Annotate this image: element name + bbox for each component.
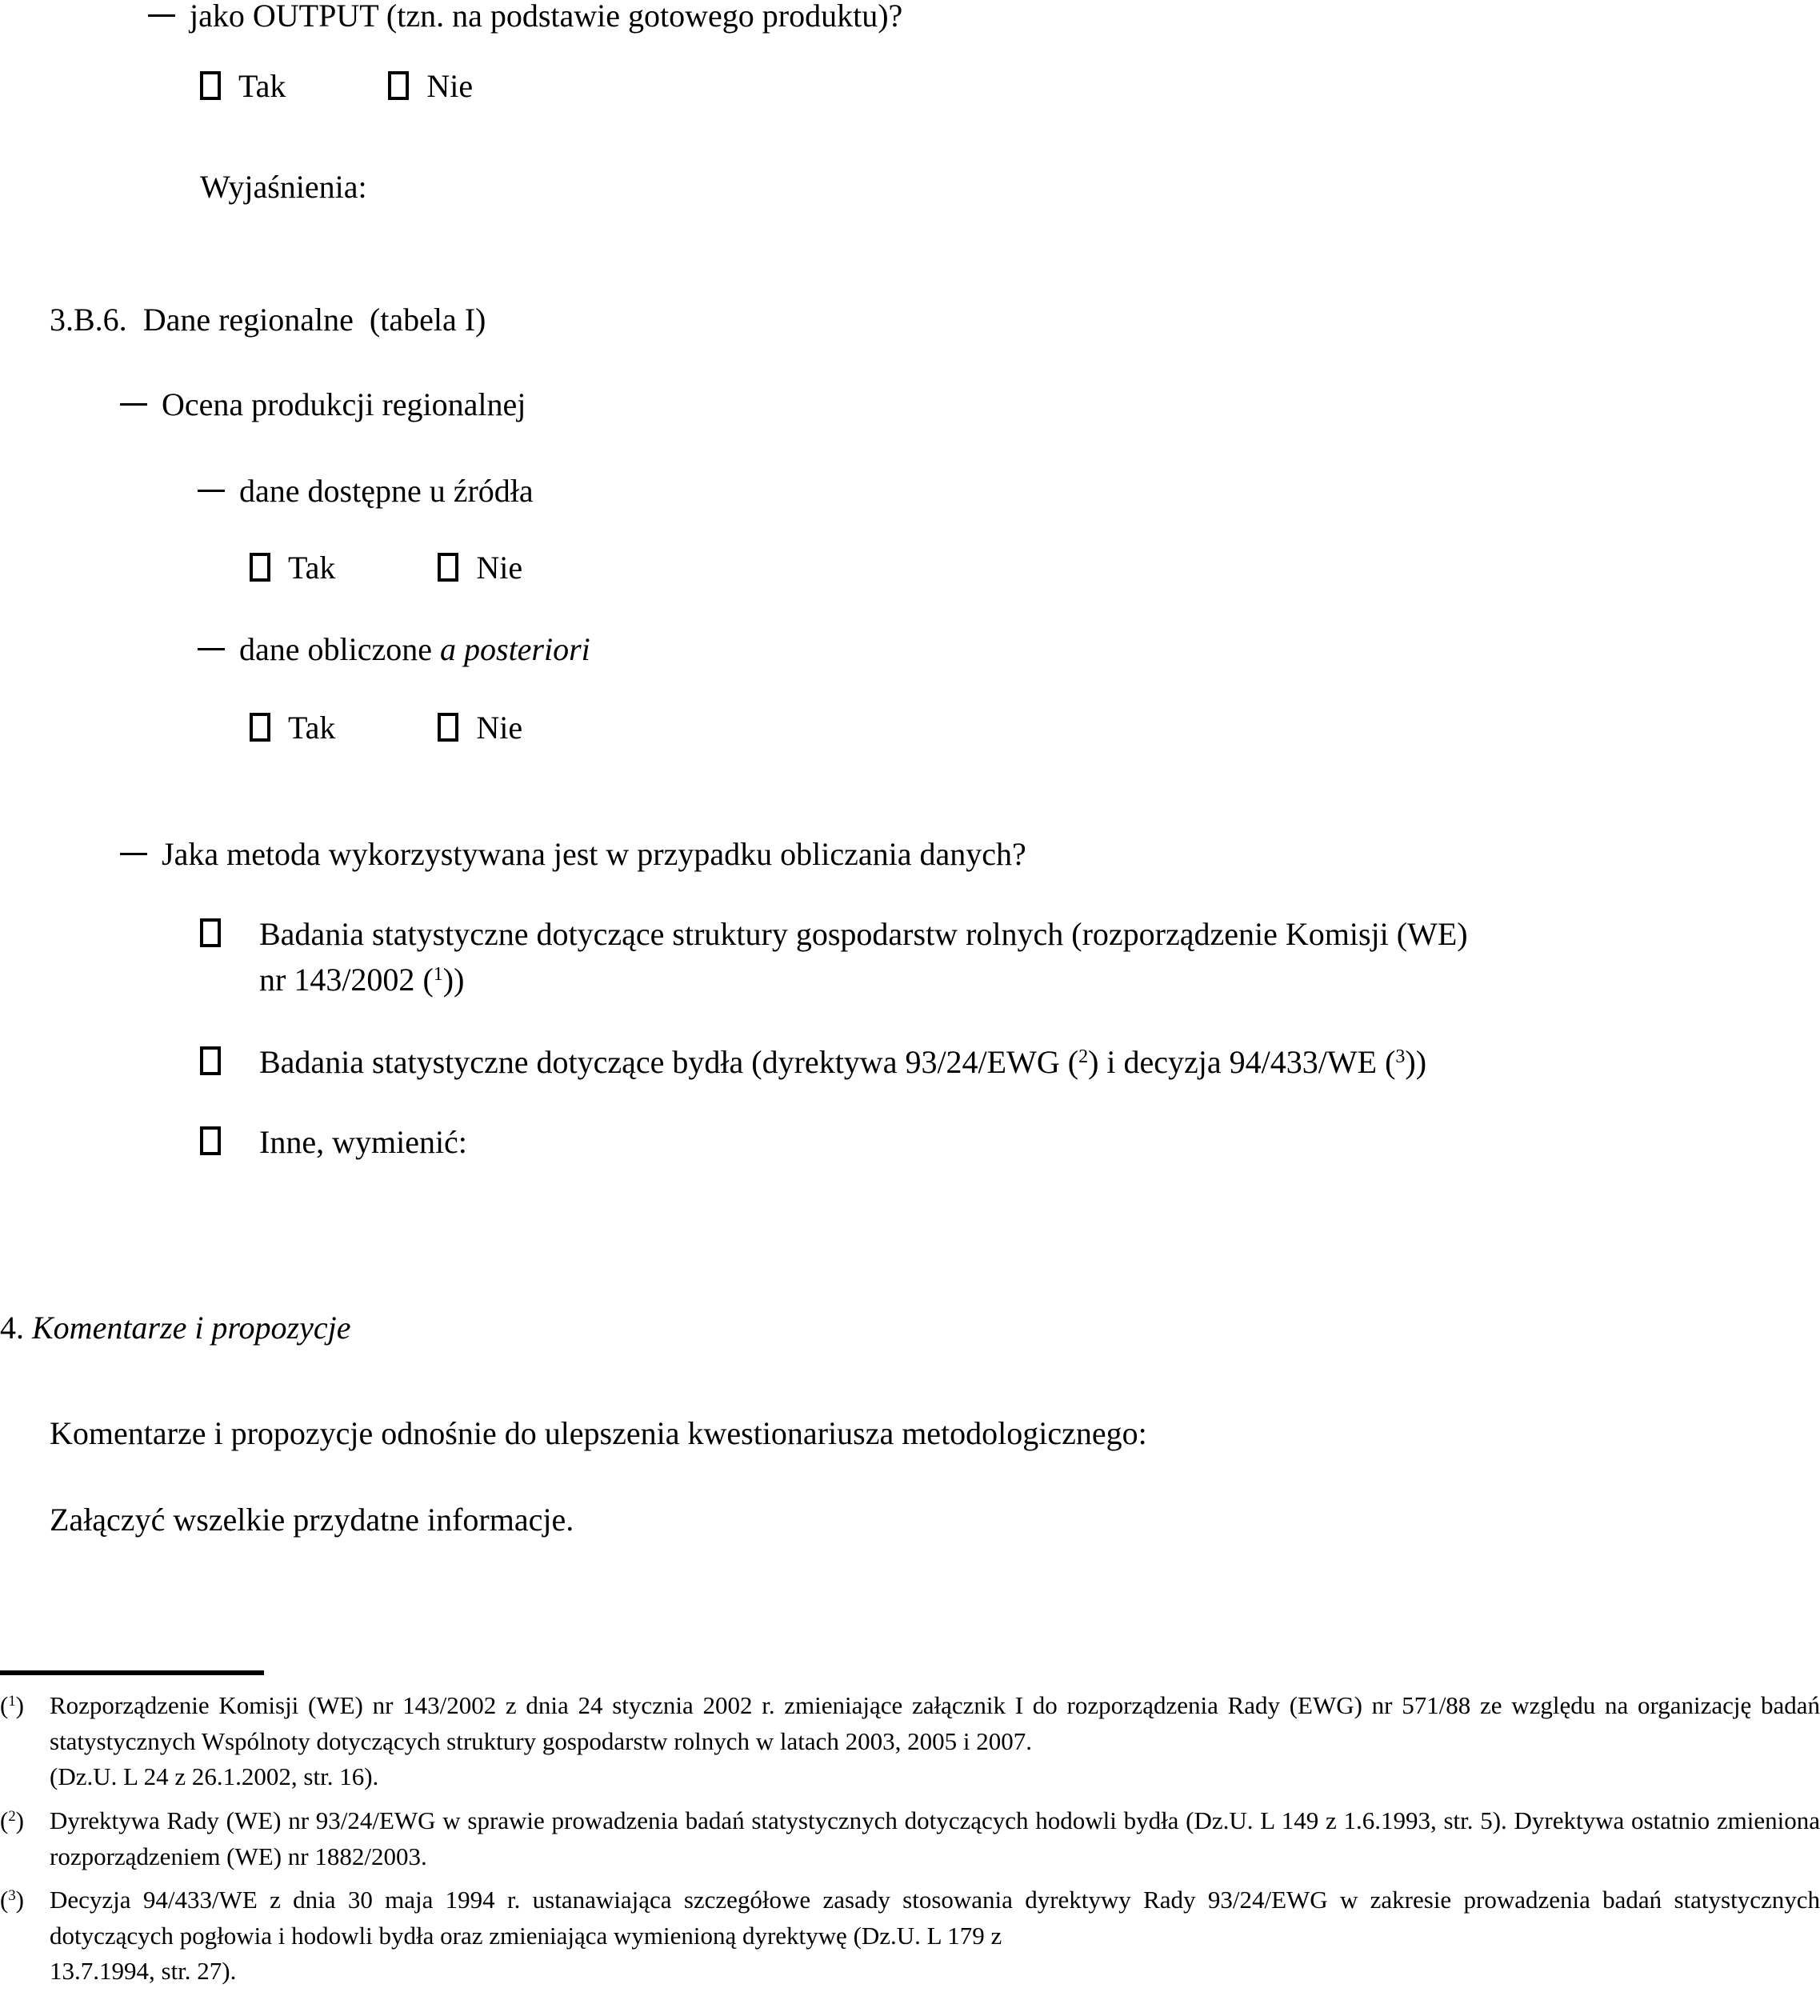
question-output-line	[148, 0, 1820, 32]
subitem-posteriori-text: dane obliczone	[239, 631, 440, 667]
method-option-2-line1	[259, 1040, 1764, 1086]
subitem-source-text: dane dostępne u źródła	[239, 473, 534, 509]
footnote-3-text: Decyzja 94/433/WE z dnia 30 maja 1994 r. ustanawiająca szczegółowe zasady stosowania dyrektywy Rady 93/24/EWG w zakresie prowadzenia badań statystycznych dotyczących pogłowia i hodowli bydła oraz zmieniająca wymienioną dyrektywę (Dz.U. L 179 z	[50, 1886, 1820, 1950]
explanations-label: Wyjaśnienia:	[200, 169, 367, 205]
em-dash-icon	[148, 0, 190, 32]
subitem-source-line	[148, 475, 1820, 507]
checkbox-posteriori-yes[interactable]	[250, 713, 270, 742]
question-method-line	[70, 838, 1820, 870]
footnote-3-text-last: 13.7.1994, str. 27).	[50, 1957, 237, 1986]
em-dash-icon	[198, 634, 239, 666]
checkbox-method-other[interactable]	[200, 1126, 221, 1155]
footnotes-block	[0, 1688, 1820, 1998]
attach-line: Załączyć wszelkie przydatne informacje.	[50, 1502, 574, 1538]
method-option-2-tail: ))	[1405, 1044, 1427, 1080]
footnote-3	[0, 1882, 1820, 1990]
checkbox-method-farm-structure[interactable]	[200, 918, 221, 947]
checkbox-output-no-label: Nie	[426, 68, 474, 104]
section-number: 3.B.6.	[50, 302, 127, 338]
section4-number: 4.	[0, 1310, 24, 1346]
subitem-posteriori-italic: a posteriori	[440, 631, 590, 667]
method-option-2-mid: ) i decyzja 94/433/WE	[1088, 1044, 1386, 1080]
section4-title: Komentarze i propozycje	[32, 1310, 351, 1346]
subitem-posteriori-line	[148, 631, 1820, 667]
footnote-1-text: Rozporządzenie Komisji (WE) nr 143/2002 z dnia 24 stycznia 2002 r. zmieniające załącznik I do rozporządzenia Rady (EWG) nr 571/88 ze względu na organizację badań statystycznych Wspólnoty dotyczących struktury gospodarstw rolnych w latach 2003, 2005 i 2007.	[50, 1691, 1820, 1755]
checkbox-source-yes-label: Tak	[288, 550, 336, 586]
question-method-text: Jaka metoda wykorzystywana jest w przypadku obliczania danych?	[162, 836, 1026, 872]
footnote-2-text: Dyrektywa Rady (WE) nr 93/24/EWG w sprawie prowadzenia badań statystycznych dotyczących hodowli bydła (Dz.U. L 149 z 1.6.1993, str. 5). Dyrektywa ostatnio zmieniona rozporządzeniem (WE) nr 1882/2003.	[50, 1806, 1820, 1870]
footnote-ref-1[interactable]: ($^1$))	[422, 961, 465, 998]
method-option-1-regno: nr 143/2002	[259, 961, 423, 998]
footnote-1	[0, 1688, 1820, 1795]
checkbox-source-no[interactable]	[438, 553, 458, 582]
method-option-2-pre: Badania statystyczne dotyczące bydła (dyrektywa 93/24/EWG	[259, 1044, 1068, 1080]
footnote-ref-2[interactable]: ($^2$	[1067, 1044, 1089, 1080]
footnote-1-mark: ($^1$)	[0, 1691, 24, 1719]
checkbox-output-no[interactable]	[388, 71, 409, 100]
method-option-3-line1: Inne, wymienić:	[259, 1124, 467, 1160]
footnote-1-text-last: (Dz.U. L 24 z 26.1.2002, str. 16).	[50, 1762, 379, 1791]
checkbox-posteriori-yes-label: Tak	[288, 710, 336, 746]
section-heading-4	[0, 1312, 1820, 1344]
checkbox-source-yes[interactable]	[250, 553, 270, 582]
footnote-2	[0, 1803, 1820, 1874]
em-dash-icon	[120, 389, 162, 421]
item-assessment-text: Ocena produkcji regionalnej	[162, 386, 526, 422]
checkbox-output-yes-label: Tak	[238, 68, 286, 104]
section-title: Dane regionalne	[142, 302, 354, 338]
method-option-2[interactable]	[200, 1040, 1764, 1086]
question-output-text: jako OUTPUT (tzn. na podstawie gotowego produktu)?	[190, 0, 903, 34]
checkbox-posteriori-no-label: Nie	[476, 710, 523, 746]
checkbox-output-yes[interactable]	[200, 71, 221, 100]
answers-posteriori-row	[200, 712, 1820, 744]
section-table-ref: (tabela I)	[369, 302, 486, 338]
footnote-ref-3[interactable]: ($^3$))	[1385, 1044, 1427, 1080]
checkbox-source-no-label: Nie	[476, 550, 523, 586]
method-option-1[interactable]	[200, 912, 1764, 1003]
comments-line: Komentarze i propozycje odnośnie do ulepszenia kwestionariusza metodologicznego:	[50, 1415, 1147, 1451]
method-option-1-line2	[259, 958, 1764, 1003]
footnote-3-mark: ($^3$)	[0, 1886, 24, 1914]
em-dash-icon	[120, 838, 162, 870]
method-option-3[interactable]	[200, 1120, 1764, 1166]
method-option-1-line1: Badania statystyczne dotyczące struktury gospodarstw rolnych (rozporządzenie Komisji (WE)	[259, 916, 1468, 952]
item-assessment-line	[70, 386, 1820, 422]
answers-source-row	[200, 552, 1820, 584]
section-heading-3b6	[0, 304, 1820, 336]
checkbox-posteriori-no[interactable]	[438, 713, 458, 742]
answers-output-row	[200, 70, 1820, 102]
footnote-2-mark: ($^2$)	[0, 1806, 24, 1834]
checkbox-method-cattle-survey[interactable]	[200, 1046, 221, 1075]
footnote-separator	[0, 1670, 264, 1675]
em-dash-icon	[198, 475, 239, 507]
method-option-1-tail: ))	[442, 961, 465, 998]
